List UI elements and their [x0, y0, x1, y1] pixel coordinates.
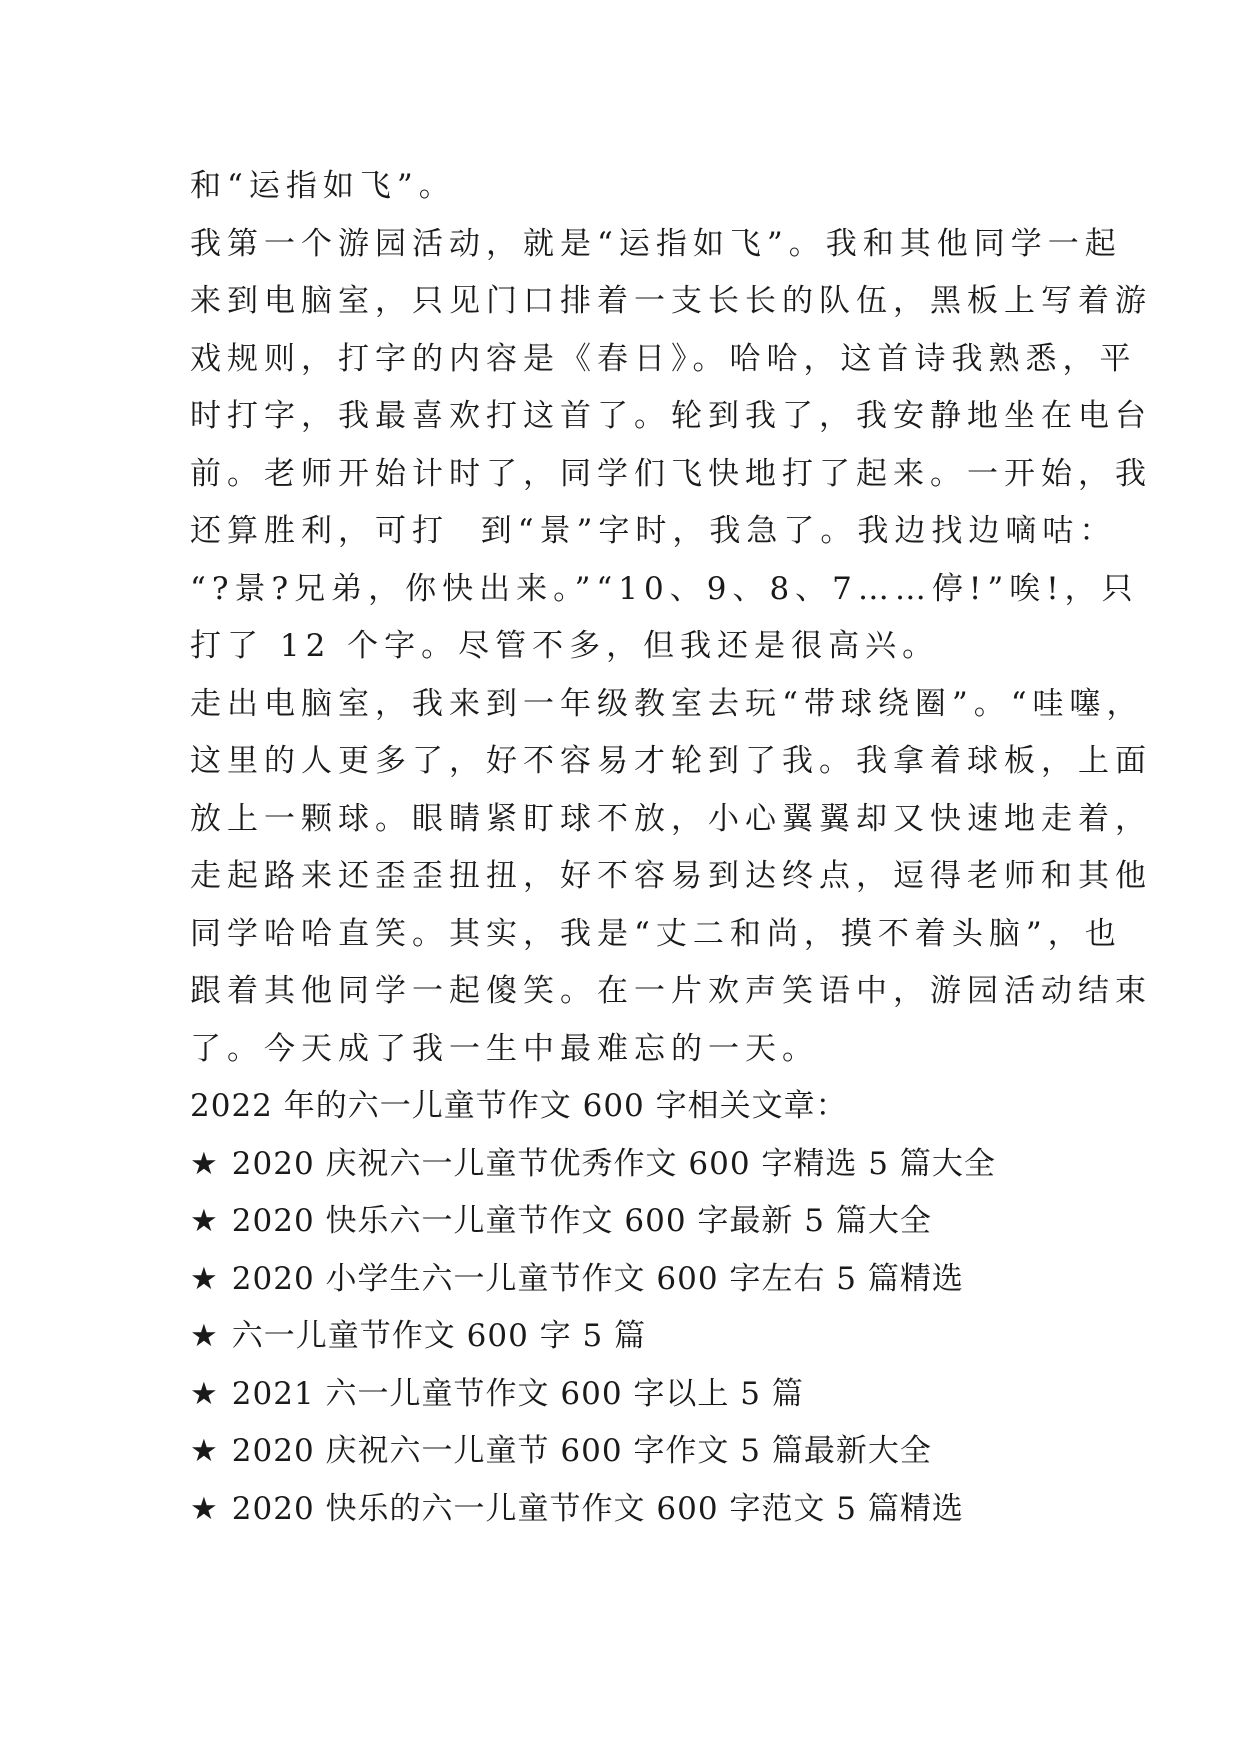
- related-article-link[interactable]: [190, 1136, 1080, 1194]
- text-line: 时打字，我最喜欢打这首了。轮到我了，我安静地坐在电台: [190, 398, 1152, 434]
- related-article-link[interactable]: [190, 1366, 1080, 1424]
- related-article-title: 2020 快乐的六一儿童节作文 600 字范文 5 篇精选: [231, 1490, 964, 1527]
- star-bullet-icon: ★: [190, 1490, 218, 1527]
- related-article-title: 2020 小学生六一儿童节作文 600 字左右 5 篇精选: [231, 1260, 964, 1297]
- text-line: 来到电脑室，只见门口排着一支长长的队伍，黑板上写着游: [190, 283, 1152, 319]
- text-line: 戏规则，打字的内容是《春日》。哈哈，这首诗我熟悉，平: [190, 340, 1137, 377]
- related-article-link[interactable]: [190, 1193, 1080, 1251]
- star-bullet-icon: ★: [190, 1203, 218, 1239]
- text-line: 了。今天成了我一生中最难忘的一天。: [190, 1030, 819, 1067]
- text-line: 打了 12 个字。尽管不多，但我还是很高兴。: [190, 628, 940, 664]
- text-line: “?景?兄弟，你快出来。”“10、9、8、7……停!”唉!，只: [190, 570, 1139, 607]
- text-line: 我第一个游园活动，就是“运指如飞”。我和其他同学一起: [190, 225, 1122, 262]
- text-line: 走起路来还歪歪扭扭，好不容易到达终点，逗得老师和其他: [190, 858, 1152, 894]
- star-bullet-icon: ★: [190, 1145, 218, 1182]
- text-line: 这里的人更多了，好不容易才轮到了我。我拿着球板，上面: [190, 743, 1152, 779]
- text-line: 跟着其他同学一起傻笑。在一片欢声笑语中，游园活动结束: [190, 973, 1152, 1009]
- related-article-title: 2021 六一儿童节作文 600 字以上 5 篇: [231, 1375, 804, 1412]
- related-articles-heading: 2022 年的六一儿童节作文 600 字相关文章：: [190, 1088, 848, 1124]
- text-line: 前。老师开始计时了，同学们飞快地打了起来。一开始，我: [190, 455, 1152, 492]
- related-article-link[interactable]: [190, 1308, 1080, 1366]
- text-line: 还算胜利，可打 到“景”字时，我急了。我边找边嘀咕：: [190, 513, 1117, 549]
- star-bullet-icon: ★: [190, 1433, 218, 1469]
- related-article-link[interactable]: [190, 1251, 1080, 1309]
- related-article-title: 2020 庆祝六一儿童节 600 字作文 5 篇最新大全: [231, 1433, 932, 1469]
- related-article-title: 2020 庆祝六一儿童节优秀作文 600 字精选 5 篇大全: [231, 1145, 996, 1182]
- text-line: 同学哈哈直笑。其实，我是“丈二和尚，摸不着头脑”，也: [190, 915, 1122, 952]
- text-line: 走出电脑室，我来到一年级教室去玩“带球绕圈”。“哇噻，: [190, 685, 1144, 722]
- related-article-title: 2020 快乐六一儿童节作文 600 字最新 5 篇大全: [231, 1203, 932, 1239]
- related-article-link[interactable]: [190, 1481, 1080, 1539]
- document-page: [190, 158, 1152, 1538]
- star-bullet-icon: ★: [190, 1375, 218, 1412]
- related-article-link[interactable]: [190, 1423, 1080, 1481]
- text-line: 放上一颗球。眼睛紧盯球不放，小心翼翼却又快速地走着，: [190, 800, 1152, 837]
- star-bullet-icon: ★: [190, 1318, 218, 1354]
- related-article-title: 六一儿童节作文 600 字 5 篇: [231, 1318, 647, 1354]
- star-bullet-icon: ★: [190, 1260, 218, 1297]
- text-line: 和“运指如飞”。: [190, 168, 456, 204]
